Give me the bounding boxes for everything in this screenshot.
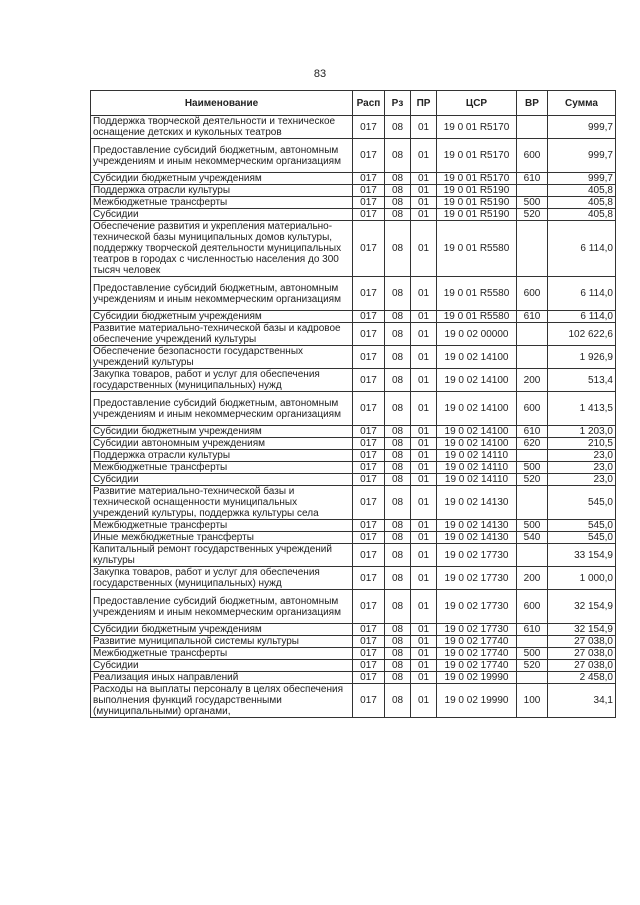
cell-rasp: 017: [353, 221, 385, 277]
cell-vr: [517, 116, 548, 139]
cell-rz: 08: [385, 544, 411, 567]
cell-sum: 999,7: [548, 139, 616, 173]
cell-sum: 23,0: [548, 462, 616, 474]
cell-csr: 19 0 02 14100: [437, 369, 517, 392]
table-row: [91, 173, 616, 185]
cell-name: Субсидии бюджетным учреждениям: [91, 624, 353, 636]
table-row: [91, 323, 616, 346]
cell-rasp: 017: [353, 323, 385, 346]
cell-sum: 27 038,0: [548, 636, 616, 648]
cell-csr: 19 0 02 17730: [437, 590, 517, 624]
header-name: Наименование: [91, 91, 353, 116]
page-number: 83: [313, 68, 327, 80]
cell-pr: 01: [411, 486, 437, 520]
cell-rz: 08: [385, 346, 411, 369]
cell-csr: 19 0 02 19990: [437, 672, 517, 684]
table-row: [91, 392, 616, 426]
header-csr: ЦСР: [437, 91, 517, 116]
cell-name: Субсидии: [91, 660, 353, 672]
cell-rz: 08: [385, 520, 411, 532]
cell-sum: 33 154,9: [548, 544, 616, 567]
cell-rasp: 017: [353, 648, 385, 660]
table-row: [91, 209, 616, 221]
cell-rasp: 017: [353, 462, 385, 474]
cell-rasp: 017: [353, 173, 385, 185]
cell-rasp: 017: [353, 660, 385, 672]
table-row: [91, 462, 616, 474]
cell-sum: 1 413,5: [548, 392, 616, 426]
cell-pr: 01: [411, 462, 437, 474]
cell-name: Предоставление субсидий бюджетным, автономным учреждениям и иным некоммерческим организациям: [91, 392, 353, 426]
cell-sum: 34,1: [548, 684, 616, 718]
header-rz: Рз: [385, 91, 411, 116]
cell-csr: 19 0 02 14110: [437, 462, 517, 474]
cell-sum: 210,5: [548, 438, 616, 450]
cell-csr: 19 0 02 14100: [437, 392, 517, 426]
cell-csr: 19 0 02 14110: [437, 450, 517, 462]
cell-csr: 19 0 02 14130: [437, 532, 517, 544]
cell-sum: 1 000,0: [548, 567, 616, 590]
cell-pr: 01: [411, 173, 437, 185]
cell-rz: 08: [385, 139, 411, 173]
cell-rz: 08: [385, 426, 411, 438]
cell-pr: 01: [411, 369, 437, 392]
cell-vr: 500: [517, 520, 548, 532]
cell-pr: 01: [411, 520, 437, 532]
cell-sum: 2 458,0: [548, 672, 616, 684]
cell-rasp: 017: [353, 684, 385, 718]
cell-pr: 01: [411, 636, 437, 648]
cell-rasp: 017: [353, 567, 385, 590]
cell-rz: 08: [385, 462, 411, 474]
table-row: [91, 311, 616, 323]
cell-vr: 600: [517, 392, 548, 426]
cell-vr: 610: [517, 624, 548, 636]
cell-vr: [517, 221, 548, 277]
cell-name: Закупка товаров, работ и услуг для обеспечения государственных (муниципальных) нужд: [91, 567, 353, 590]
cell-vr: [517, 346, 548, 369]
cell-vr: 600: [517, 139, 548, 173]
cell-sum: 405,8: [548, 209, 616, 221]
cell-name: Предоставление субсидий бюджетным, автономным учреждениям и иным некоммерческим организациям: [91, 139, 353, 173]
cell-vr: 610: [517, 311, 548, 323]
cell-rz: 08: [385, 392, 411, 426]
cell-vr: 200: [517, 567, 548, 590]
cell-vr: 600: [517, 277, 548, 311]
cell-rz: 08: [385, 185, 411, 197]
cell-pr: 01: [411, 684, 437, 718]
cell-rasp: 017: [353, 438, 385, 450]
cell-rasp: 017: [353, 624, 385, 636]
header-rasp: Расп: [353, 91, 385, 116]
cell-vr: [517, 323, 548, 346]
cell-csr: 19 0 02 14130: [437, 486, 517, 520]
table-row: [91, 660, 616, 672]
cell-csr: 19 0 01 R5580: [437, 311, 517, 323]
cell-pr: 01: [411, 474, 437, 486]
cell-name: Развитие муниципальной системы культуры: [91, 636, 353, 648]
cell-name: Субсидии бюджетным учреждениям: [91, 426, 353, 438]
table-body: [91, 116, 616, 718]
table-row: [91, 426, 616, 438]
cell-rz: 08: [385, 624, 411, 636]
cell-sum: 513,4: [548, 369, 616, 392]
cell-csr: 19 0 01 R5190: [437, 185, 517, 197]
cell-pr: 01: [411, 660, 437, 672]
table-row: [91, 185, 616, 197]
cell-rz: 08: [385, 532, 411, 544]
cell-vr: 520: [517, 474, 548, 486]
table-row: [91, 277, 616, 311]
cell-vr: 540: [517, 532, 548, 544]
cell-csr: 19 0 02 14130: [437, 520, 517, 532]
cell-sum: 545,0: [548, 532, 616, 544]
cell-vr: [517, 450, 548, 462]
cell-name: Обеспечение безопасности государственных учреждений культуры: [91, 346, 353, 369]
cell-pr: 01: [411, 532, 437, 544]
cell-csr: 19 0 02 17740: [437, 660, 517, 672]
cell-rz: 08: [385, 116, 411, 139]
cell-name: Межбюджетные трансферты: [91, 462, 353, 474]
cell-csr: 19 0 02 17730: [437, 567, 517, 590]
cell-vr: 520: [517, 209, 548, 221]
cell-rz: 08: [385, 474, 411, 486]
cell-sum: 6 114,0: [548, 311, 616, 323]
cell-sum: 23,0: [548, 474, 616, 486]
cell-vr: 100: [517, 684, 548, 718]
cell-pr: 01: [411, 185, 437, 197]
cell-vr: [517, 544, 548, 567]
cell-name: Межбюджетные трансферты: [91, 197, 353, 209]
cell-rz: 08: [385, 450, 411, 462]
cell-sum: 545,0: [548, 486, 616, 520]
cell-rz: 08: [385, 636, 411, 648]
table-row: [91, 438, 616, 450]
table-row: [91, 346, 616, 369]
cell-sum: 23,0: [548, 450, 616, 462]
table-row: [91, 486, 616, 520]
cell-rasp: 017: [353, 450, 385, 462]
cell-vr: 500: [517, 197, 548, 209]
cell-sum: 27 038,0: [548, 660, 616, 672]
cell-pr: 01: [411, 323, 437, 346]
cell-csr: 19 0 02 17730: [437, 544, 517, 567]
cell-vr: [517, 185, 548, 197]
header-pr: ПР: [411, 91, 437, 116]
cell-rz: 08: [385, 684, 411, 718]
cell-rz: 08: [385, 648, 411, 660]
cell-rasp: 017: [353, 426, 385, 438]
table-row: [91, 590, 616, 624]
cell-csr: 19 0 02 17730: [437, 624, 517, 636]
cell-vr: 520: [517, 660, 548, 672]
cell-name: Предоставление субсидий бюджетным, автономным учреждениям и иным некоммерческим организациям: [91, 590, 353, 624]
cell-name: Поддержка отрасли культуры: [91, 450, 353, 462]
table-row: [91, 139, 616, 173]
cell-rasp: 017: [353, 311, 385, 323]
cell-csr: 19 0 01 R5190: [437, 209, 517, 221]
cell-rz: 08: [385, 369, 411, 392]
cell-rasp: 017: [353, 185, 385, 197]
cell-csr: 19 0 01 R5170: [437, 116, 517, 139]
cell-name: Субсидии бюджетным учреждениям: [91, 173, 353, 185]
cell-csr: 19 0 02 00000: [437, 323, 517, 346]
cell-rz: 08: [385, 660, 411, 672]
cell-name: Межбюджетные трансферты: [91, 648, 353, 660]
cell-rasp: 017: [353, 277, 385, 311]
cell-rz: 08: [385, 209, 411, 221]
table-row: [91, 520, 616, 532]
cell-rz: 08: [385, 221, 411, 277]
cell-rasp: 017: [353, 139, 385, 173]
cell-sum: 102 622,6: [548, 323, 616, 346]
cell-pr: 01: [411, 648, 437, 660]
cell-vr: 200: [517, 369, 548, 392]
cell-rasp: 017: [353, 116, 385, 139]
cell-pr: 01: [411, 209, 437, 221]
cell-pr: 01: [411, 277, 437, 311]
header-sum: Сумма: [548, 91, 616, 116]
cell-sum: 999,7: [548, 173, 616, 185]
cell-csr: 19 0 01 R5170: [437, 139, 517, 173]
cell-name: Закупка товаров, работ и услуг для обеспечения государственных (муниципальных) нужд: [91, 369, 353, 392]
cell-pr: 01: [411, 544, 437, 567]
cell-rasp: 017: [353, 346, 385, 369]
cell-vr: 500: [517, 648, 548, 660]
cell-pr: 01: [411, 221, 437, 277]
cell-pr: 01: [411, 139, 437, 173]
cell-rasp: 017: [353, 544, 385, 567]
table-row: [91, 684, 616, 718]
cell-rasp: 017: [353, 209, 385, 221]
table-row: [91, 636, 616, 648]
table-row: [91, 450, 616, 462]
cell-rz: 08: [385, 567, 411, 590]
cell-pr: 01: [411, 567, 437, 590]
cell-pr: 01: [411, 426, 437, 438]
table-row: [91, 197, 616, 209]
cell-pr: 01: [411, 197, 437, 209]
header-vr: ВР: [517, 91, 548, 116]
cell-name: Субсидии: [91, 474, 353, 486]
cell-csr: 19 0 01 R5170: [437, 173, 517, 185]
cell-name: Капитальный ремонт государственных учреждений культуры: [91, 544, 353, 567]
cell-csr: 19 0 01 R5580: [437, 221, 517, 277]
cell-rasp: 017: [353, 520, 385, 532]
cell-name: Предоставление субсидий бюджетным, автономным учреждениям и иным некоммерческим организациям: [91, 277, 353, 311]
cell-csr: 19 0 02 14100: [437, 438, 517, 450]
cell-sum: 6 114,0: [548, 221, 616, 277]
cell-name: Обеспечение развития и укрепления материально-технической базы муниципальных домов культуры, поддержку творческой деятельности муниципальных театров в городах с численностью населения до 300 тысяч человек: [91, 221, 353, 277]
cell-sum: 405,8: [548, 185, 616, 197]
cell-vr: 610: [517, 426, 548, 438]
cell-rz: 08: [385, 197, 411, 209]
table-row: [91, 624, 616, 636]
cell-pr: 01: [411, 624, 437, 636]
table-row: [91, 567, 616, 590]
cell-pr: 01: [411, 116, 437, 139]
cell-rasp: 017: [353, 636, 385, 648]
cell-csr: 19 0 02 19990: [437, 684, 517, 718]
cell-pr: 01: [411, 450, 437, 462]
cell-name: Иные межбюджетные трансферты: [91, 532, 353, 544]
cell-name: Межбюджетные трансферты: [91, 520, 353, 532]
table-row: [91, 116, 616, 139]
cell-pr: 01: [411, 438, 437, 450]
cell-rz: 08: [385, 323, 411, 346]
cell-pr: 01: [411, 311, 437, 323]
cell-pr: 01: [411, 672, 437, 684]
cell-name: Развитие материально-технической базы и технической оснащенности муниципальных учреждений культуры, поддержка культуры села: [91, 486, 353, 520]
cell-rz: 08: [385, 277, 411, 311]
cell-pr: 01: [411, 590, 437, 624]
cell-vr: [517, 672, 548, 684]
cell-sum: 32 154,9: [548, 624, 616, 636]
cell-sum: 999,7: [548, 116, 616, 139]
cell-vr: 600: [517, 590, 548, 624]
cell-vr: 620: [517, 438, 548, 450]
cell-rasp: 017: [353, 486, 385, 520]
cell-csr: 19 0 02 17740: [437, 648, 517, 660]
cell-vr: 500: [517, 462, 548, 474]
cell-rz: 08: [385, 590, 411, 624]
cell-sum: 6 114,0: [548, 277, 616, 311]
cell-sum: 1 203,0: [548, 426, 616, 438]
cell-rz: 08: [385, 486, 411, 520]
cell-name: Субсидии бюджетным учреждениям: [91, 311, 353, 323]
cell-csr: 19 0 02 14110: [437, 474, 517, 486]
cell-csr: 19 0 02 14100: [437, 426, 517, 438]
cell-csr: 19 0 01 R5580: [437, 277, 517, 311]
cell-pr: 01: [411, 392, 437, 426]
cell-rz: 08: [385, 173, 411, 185]
cell-sum: 545,0: [548, 520, 616, 532]
cell-rasp: 017: [353, 197, 385, 209]
cell-name: Субсидии автономным учреждениям: [91, 438, 353, 450]
table-row: [91, 544, 616, 567]
cell-name: Субсидии: [91, 209, 353, 221]
cell-rasp: 017: [353, 590, 385, 624]
cell-vr: [517, 486, 548, 520]
cell-rasp: 017: [353, 369, 385, 392]
cell-name: Поддержка творческой деятельности и техническое оснащение детских и кукольных театров: [91, 116, 353, 139]
cell-rasp: 017: [353, 532, 385, 544]
cell-sum: 27 038,0: [548, 648, 616, 660]
cell-sum: 1 926,9: [548, 346, 616, 369]
cell-rz: 08: [385, 672, 411, 684]
table-row: [91, 369, 616, 392]
table-row: [91, 648, 616, 660]
cell-name: Реализация иных направлений: [91, 672, 353, 684]
cell-rasp: 017: [353, 392, 385, 426]
cell-vr: [517, 636, 548, 648]
cell-sum: 32 154,9: [548, 590, 616, 624]
cell-csr: 19 0 02 14100: [437, 346, 517, 369]
cell-sum: 405,8: [548, 197, 616, 209]
cell-csr: 19 0 02 17740: [437, 636, 517, 648]
cell-vr: 610: [517, 173, 548, 185]
cell-name: Развитие материально-технической базы и кадровое обеспечение учреждений культуры: [91, 323, 353, 346]
cell-name: Расходы на выплаты персоналу в целях обеспечения выполнения функций государственными (муниципальными) органами,: [91, 684, 353, 718]
table-row: [91, 474, 616, 486]
cell-pr: 01: [411, 346, 437, 369]
cell-csr: 19 0 01 R5190: [437, 197, 517, 209]
table-row: [91, 672, 616, 684]
table-header-row: [91, 91, 616, 116]
table-row: [91, 221, 616, 277]
cell-rasp: 017: [353, 672, 385, 684]
table-row: [91, 532, 616, 544]
cell-rasp: 017: [353, 474, 385, 486]
cell-name: Поддержка отрасли культуры: [91, 185, 353, 197]
cell-rz: 08: [385, 311, 411, 323]
budget-table: [90, 90, 616, 718]
cell-rz: 08: [385, 438, 411, 450]
